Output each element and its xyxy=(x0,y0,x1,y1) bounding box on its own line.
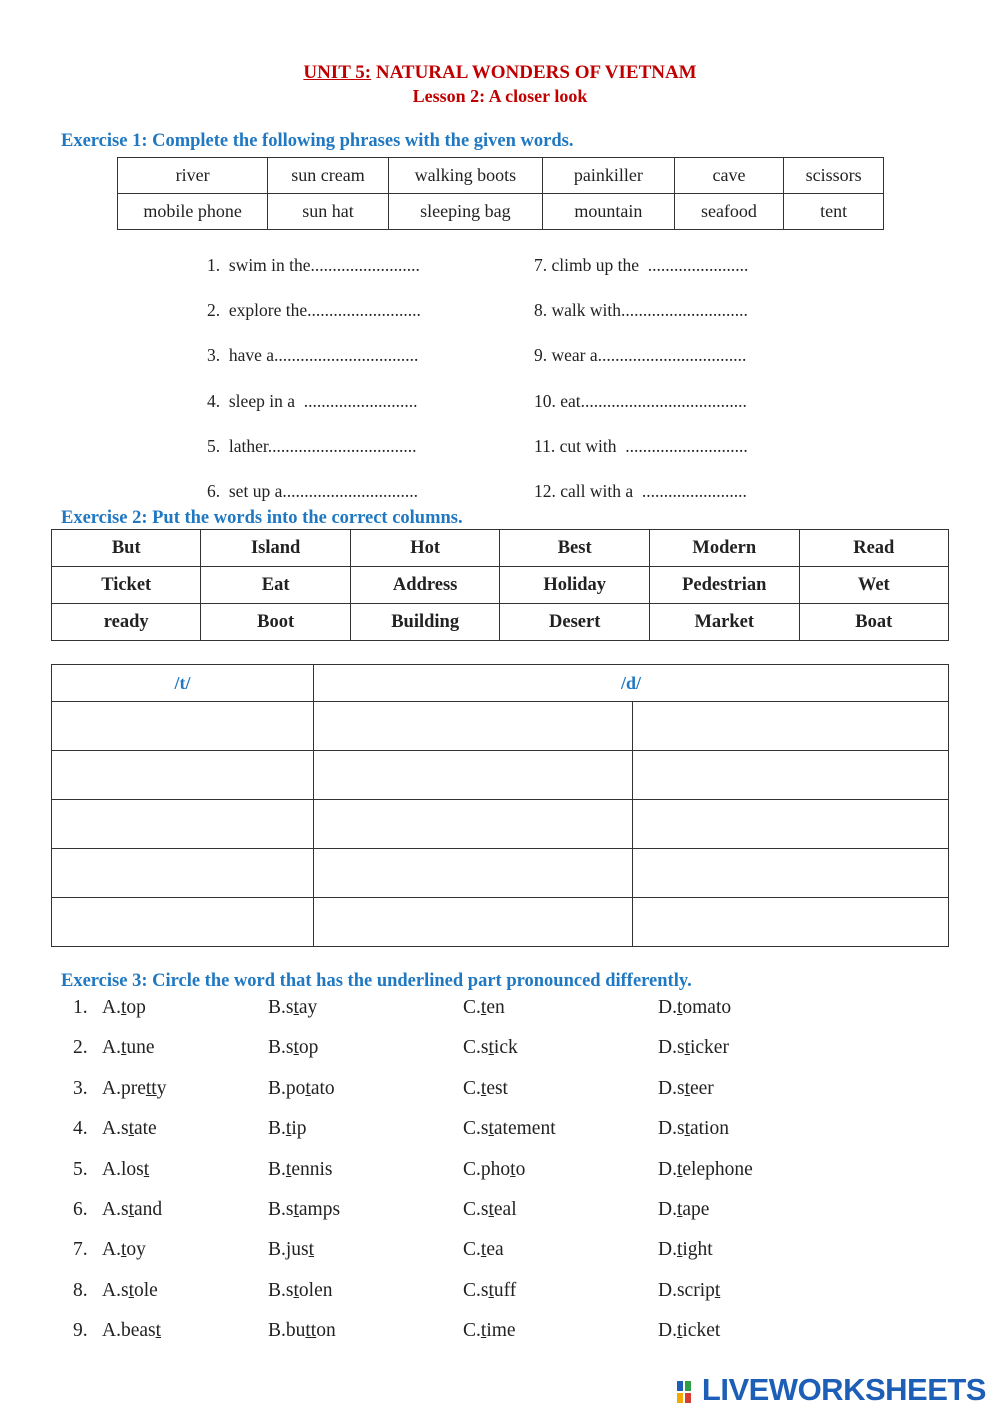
answer-option[interactable] xyxy=(463,997,505,1019)
answer-cell[interactable] xyxy=(314,702,633,751)
word-cell: Wet xyxy=(799,567,948,604)
word-cell: Modern xyxy=(649,530,799,567)
unit-title xyxy=(0,62,1000,84)
answer-option[interactable] xyxy=(268,1239,314,1261)
answer-cell[interactable] xyxy=(314,849,633,898)
word-cell: river xyxy=(118,158,268,194)
option-letter: C. xyxy=(463,1037,481,1059)
option-under: tt xyxy=(145,1077,157,1099)
answer-cell[interactable] xyxy=(633,751,949,800)
option-post: ip xyxy=(291,1118,307,1140)
answer-option[interactable] xyxy=(658,1199,709,1221)
word-cell: cave xyxy=(674,158,784,194)
option-under: t xyxy=(285,1118,292,1140)
option-letter: C. xyxy=(463,1077,481,1099)
option-under: t xyxy=(120,1239,127,1261)
option-post: and xyxy=(133,1199,163,1220)
phrase-item[interactable]: 8. walk with............................. xyxy=(534,300,748,320)
phrase-item[interactable]: 5. lather.................................. xyxy=(207,436,417,456)
answer-row xyxy=(52,849,949,898)
option-pre: s xyxy=(120,1118,129,1140)
word-cell: Eat xyxy=(201,567,350,604)
option-post: atement xyxy=(493,1118,556,1140)
answer-option[interactable] xyxy=(463,1078,508,1100)
word-row xyxy=(118,158,884,194)
option-under: t xyxy=(510,1158,516,1180)
answer-option[interactable] xyxy=(102,1037,155,1059)
word-cell: Market xyxy=(649,604,799,641)
exercise-3-heading: Exercise 3: Circle the word that has the underlined part pronounced differently. xyxy=(61,971,692,991)
question-number: 5. xyxy=(73,1158,88,1180)
option-post: op xyxy=(298,1037,319,1059)
word-cell: Holiday xyxy=(500,567,650,604)
option-letter: B. xyxy=(268,997,286,1018)
answer-cell[interactable] xyxy=(633,702,949,751)
option-under: t xyxy=(305,1077,311,1099)
option-post: ato xyxy=(310,1077,335,1099)
column-header-row xyxy=(52,665,949,702)
logo-text: LIVEWORKSHEETS xyxy=(701,1372,986,1407)
word-cell: Boot xyxy=(201,604,350,641)
question-number: 7. xyxy=(73,1239,88,1261)
option-post: ape xyxy=(682,1199,710,1220)
option-pre: s xyxy=(120,1279,129,1301)
column-t-header: /t/ xyxy=(52,665,314,702)
option-letter: C. xyxy=(463,1239,481,1261)
option-letter: C. xyxy=(463,1158,481,1180)
option-post: icker xyxy=(689,1037,729,1059)
answer-option[interactable] xyxy=(102,997,146,1019)
unit-label: UNIT 5: xyxy=(303,62,372,83)
option-letter: D. xyxy=(658,1199,677,1220)
answer-option[interactable] xyxy=(463,1280,516,1302)
answer-option[interactable] xyxy=(658,1280,720,1302)
option-under: t xyxy=(293,1199,299,1220)
phrase-item[interactable]: 4. sleep in a .......................... xyxy=(207,391,418,411)
option-letter: C. xyxy=(463,997,481,1018)
option-post: oy xyxy=(126,1239,146,1261)
option-pre: s xyxy=(285,1279,294,1301)
word-row xyxy=(118,194,884,230)
option-post: elephone xyxy=(682,1158,753,1180)
option-post: ight xyxy=(682,1239,713,1261)
option-under: t xyxy=(480,1239,487,1261)
option-letter: A. xyxy=(102,1158,121,1180)
phrase-item[interactable]: 3. have a................................. xyxy=(207,345,419,365)
word-cell: Read xyxy=(799,530,948,567)
option-under: t xyxy=(155,1320,162,1342)
liveworksheets-logo xyxy=(676,1372,986,1408)
answer-option[interactable] xyxy=(102,1320,161,1342)
word-cell: Ticket xyxy=(52,567,201,604)
option-post: uff xyxy=(493,1279,517,1301)
option-post: o xyxy=(515,1158,526,1180)
word-row xyxy=(52,567,949,604)
word-cell: Desert xyxy=(500,604,650,641)
option-under: t xyxy=(293,1037,299,1059)
word-cell: ready xyxy=(52,604,201,641)
question-number: 9. xyxy=(73,1320,88,1342)
option-letter: D. xyxy=(658,1077,677,1099)
option-post: ime xyxy=(486,1320,516,1342)
option-post: op xyxy=(126,997,146,1018)
phrase-item[interactable]: 1. swim in the......................... xyxy=(207,255,420,275)
answer-cell[interactable] xyxy=(314,800,633,849)
option-pre: s xyxy=(480,1199,489,1220)
option-pre: s xyxy=(480,1037,489,1059)
word-cell: Best xyxy=(500,530,650,567)
word-cell: Pedestrian xyxy=(649,567,799,604)
lesson-title: Lesson 2: A closer look xyxy=(412,86,588,106)
answer-cell[interactable] xyxy=(633,898,949,947)
option-post: ennis xyxy=(291,1158,333,1180)
option-pre: po xyxy=(285,1077,306,1099)
word-cell: scissors xyxy=(784,158,884,194)
word-cell: Address xyxy=(350,567,500,604)
option-letter: D. xyxy=(658,1239,677,1261)
option-letter: B. xyxy=(268,1199,286,1220)
answer-cell[interactable] xyxy=(314,898,633,947)
answer-option[interactable] xyxy=(658,1320,720,1342)
answer-option[interactable] xyxy=(268,997,317,1019)
answer-option[interactable] xyxy=(102,1280,158,1302)
answer-option[interactable] xyxy=(658,1159,753,1181)
word-cell: sun hat xyxy=(268,194,388,230)
option-pre: bu xyxy=(285,1320,306,1342)
answer-row xyxy=(52,800,949,849)
option-pre: jus xyxy=(285,1239,309,1261)
option-pre: s xyxy=(676,1077,685,1099)
option-letter: A. xyxy=(102,1077,121,1099)
option-pre: s xyxy=(120,1199,129,1220)
option-letter: B. xyxy=(268,1239,286,1261)
answer-option[interactable] xyxy=(102,1159,149,1181)
option-under: tt xyxy=(305,1320,317,1342)
option-post: ay xyxy=(298,997,318,1018)
option-pre: s xyxy=(676,1118,685,1140)
word-cell: seafood xyxy=(674,194,784,230)
option-post: en xyxy=(486,997,505,1018)
option-post: icket xyxy=(682,1320,721,1342)
phrase-item[interactable]: 10. eat...................................... xyxy=(534,391,747,411)
answer-option[interactable] xyxy=(658,997,731,1019)
option-under: t xyxy=(308,1239,315,1261)
option-letter: A. xyxy=(102,1037,121,1059)
option-under: t xyxy=(714,1279,721,1301)
answer-option[interactable] xyxy=(268,1199,340,1221)
answer-option[interactable] xyxy=(658,1078,714,1100)
option-letter: B. xyxy=(268,1320,286,1342)
word-cell: tent xyxy=(784,194,884,230)
option-post: eer xyxy=(689,1077,714,1099)
option-post: ation xyxy=(689,1118,729,1140)
answer-cell[interactable] xyxy=(633,849,949,898)
sort-columns-table xyxy=(51,664,949,947)
word-cell: painkiller xyxy=(543,158,675,194)
word-cell: sun cream xyxy=(268,158,388,194)
question-number: 4. xyxy=(73,1118,88,1140)
answer-option[interactable] xyxy=(268,1078,335,1100)
option-letter: A. xyxy=(102,1279,121,1301)
option-letter: B. xyxy=(268,1118,286,1140)
option-pre: s xyxy=(480,1279,489,1301)
word-cell: mobile phone xyxy=(118,194,268,230)
option-pre: s xyxy=(676,1037,685,1059)
logo-icon xyxy=(676,1377,698,1403)
option-under: t xyxy=(488,1199,494,1220)
exercise-2-word-grid xyxy=(51,529,949,641)
option-pre: los xyxy=(120,1158,144,1180)
option-pre: s xyxy=(285,1199,294,1220)
answer-option[interactable] xyxy=(268,1159,332,1181)
exercise-2-heading: Exercise 2: Put the words into the correct columns. xyxy=(61,508,463,528)
option-letter: A. xyxy=(102,1320,121,1342)
option-pre: pre xyxy=(120,1077,146,1099)
option-letter: D. xyxy=(658,1320,677,1342)
option-letter: A. xyxy=(102,1118,121,1140)
word-cell: But xyxy=(52,530,201,567)
option-under: t xyxy=(285,1158,292,1180)
option-post: amps xyxy=(298,1199,341,1220)
option-post: une xyxy=(126,1037,155,1059)
answer-cell[interactable] xyxy=(52,849,314,898)
option-under: t xyxy=(676,1158,683,1180)
word-row xyxy=(52,530,949,567)
option-letter: C. xyxy=(463,1118,481,1140)
phrase-item[interactable]: 2. explore the.......................... xyxy=(207,300,421,320)
option-post: y xyxy=(156,1077,167,1099)
option-letter: D. xyxy=(658,997,677,1018)
question-number: 6. xyxy=(73,1199,88,1220)
answer-option[interactable] xyxy=(658,1118,729,1140)
answer-option[interactable] xyxy=(463,1159,525,1181)
option-post: ole xyxy=(133,1279,158,1301)
option-letter: D. xyxy=(658,1037,677,1059)
option-under: t xyxy=(293,1279,299,1301)
option-under: t xyxy=(676,1320,683,1342)
question-number: 3. xyxy=(73,1077,88,1099)
option-post: eal xyxy=(493,1199,517,1220)
option-post: ate xyxy=(133,1118,157,1140)
answer-row xyxy=(52,751,949,800)
option-under: t xyxy=(488,1279,494,1301)
option-letter: C. xyxy=(463,1199,481,1220)
option-pre: s xyxy=(285,997,294,1018)
answer-option[interactable] xyxy=(102,1239,146,1261)
option-under: t xyxy=(120,997,127,1018)
phrase-item[interactable]: 7. climb up the ....................... xyxy=(534,255,749,275)
answer-cell[interactable] xyxy=(52,898,314,947)
answer-option[interactable] xyxy=(102,1199,162,1221)
option-pre: s xyxy=(480,1118,489,1140)
option-pre: pho xyxy=(480,1158,511,1180)
option-letter: C. xyxy=(463,1279,481,1301)
option-under: t xyxy=(480,997,487,1018)
option-pre: scrip xyxy=(676,1279,715,1301)
option-under: t xyxy=(684,1077,690,1099)
option-post: olen xyxy=(298,1279,333,1301)
option-under: t xyxy=(684,1118,690,1140)
option-letter: A. xyxy=(102,997,121,1018)
option-pre: s xyxy=(285,1037,294,1059)
option-under: t xyxy=(480,1320,487,1342)
answer-cell[interactable] xyxy=(52,702,314,751)
option-letter: B. xyxy=(268,1077,286,1099)
question-number: 2. xyxy=(73,1037,88,1059)
option-under: t xyxy=(128,1199,134,1220)
option-under: t xyxy=(488,1118,494,1140)
option-letter: D. xyxy=(658,1279,677,1301)
option-letter: B. xyxy=(268,1158,286,1180)
answer-option[interactable] xyxy=(268,1037,318,1059)
option-under: t xyxy=(676,1199,683,1220)
option-post: est xyxy=(486,1077,508,1099)
option-letter: B. xyxy=(268,1037,286,1059)
word-cell: Building xyxy=(350,604,500,641)
answer-option[interactable] xyxy=(463,1199,517,1221)
option-post: ick xyxy=(493,1037,518,1059)
option-letter: D. xyxy=(658,1158,677,1180)
answer-row xyxy=(52,702,949,751)
option-under: t xyxy=(120,1037,127,1059)
option-under: t xyxy=(143,1158,150,1180)
word-cell: Boat xyxy=(799,604,948,641)
answer-cell[interactable] xyxy=(633,800,949,849)
word-cell: walking boots xyxy=(388,158,542,194)
option-letter: A. xyxy=(102,1199,121,1220)
answer-option[interactable] xyxy=(658,1037,729,1059)
word-row xyxy=(52,604,949,641)
answer-option[interactable] xyxy=(463,1118,556,1140)
phrase-item[interactable]: 6. set up a............................... xyxy=(207,481,418,501)
question-number: 8. xyxy=(73,1279,88,1301)
option-under: t xyxy=(128,1118,134,1140)
option-under: t xyxy=(128,1279,134,1301)
option-letter: C. xyxy=(463,1320,481,1342)
word-cell: sleeping bag xyxy=(388,194,542,230)
answer-option[interactable] xyxy=(463,1239,504,1261)
word-cell: mountain xyxy=(543,194,675,230)
word-cell: Island xyxy=(201,530,350,567)
answer-option[interactable] xyxy=(102,1118,157,1140)
option-post: ea xyxy=(486,1239,504,1261)
answer-option[interactable] xyxy=(463,1320,516,1342)
answer-cell[interactable] xyxy=(314,751,633,800)
word-cell: Hot xyxy=(350,530,500,567)
answer-option[interactable] xyxy=(268,1280,332,1302)
exercise-1-word-box xyxy=(117,157,884,230)
option-under: t xyxy=(676,997,683,1018)
phrase-item[interactable]: 9. wear a.................................. xyxy=(534,345,747,365)
option-post: on xyxy=(316,1320,336,1342)
column-d-header: /d/ xyxy=(314,665,949,702)
option-under: t xyxy=(293,997,299,1018)
option-post: omato xyxy=(682,997,732,1018)
unit-name: NATURAL WONDERS OF VIETNAM xyxy=(371,62,697,83)
option-letter: B. xyxy=(268,1279,286,1301)
option-under: t xyxy=(684,1037,690,1059)
option-letter: D. xyxy=(658,1118,677,1140)
answer-row xyxy=(52,898,949,947)
option-letter: A. xyxy=(102,1239,121,1261)
option-under: t xyxy=(480,1077,487,1099)
option-under: t xyxy=(488,1037,494,1059)
answer-option[interactable] xyxy=(268,1320,336,1342)
answer-option[interactable] xyxy=(658,1239,713,1261)
exercise-1-heading: Exercise 1: Complete the following phrases with the given words. xyxy=(61,131,574,151)
answer-option[interactable] xyxy=(102,1078,166,1100)
phrase-item[interactable]: 11. cut with ............................ xyxy=(534,436,748,456)
question-number: 1. xyxy=(73,997,88,1018)
option-pre: beas xyxy=(120,1320,156,1342)
answer-option[interactable] xyxy=(268,1118,306,1140)
answer-cell[interactable] xyxy=(52,800,314,849)
answer-option[interactable] xyxy=(463,1037,518,1059)
option-under: t xyxy=(676,1239,683,1261)
answer-cell[interactable] xyxy=(52,751,314,800)
phrase-item[interactable]: 12. call with a ........................ xyxy=(534,481,747,501)
